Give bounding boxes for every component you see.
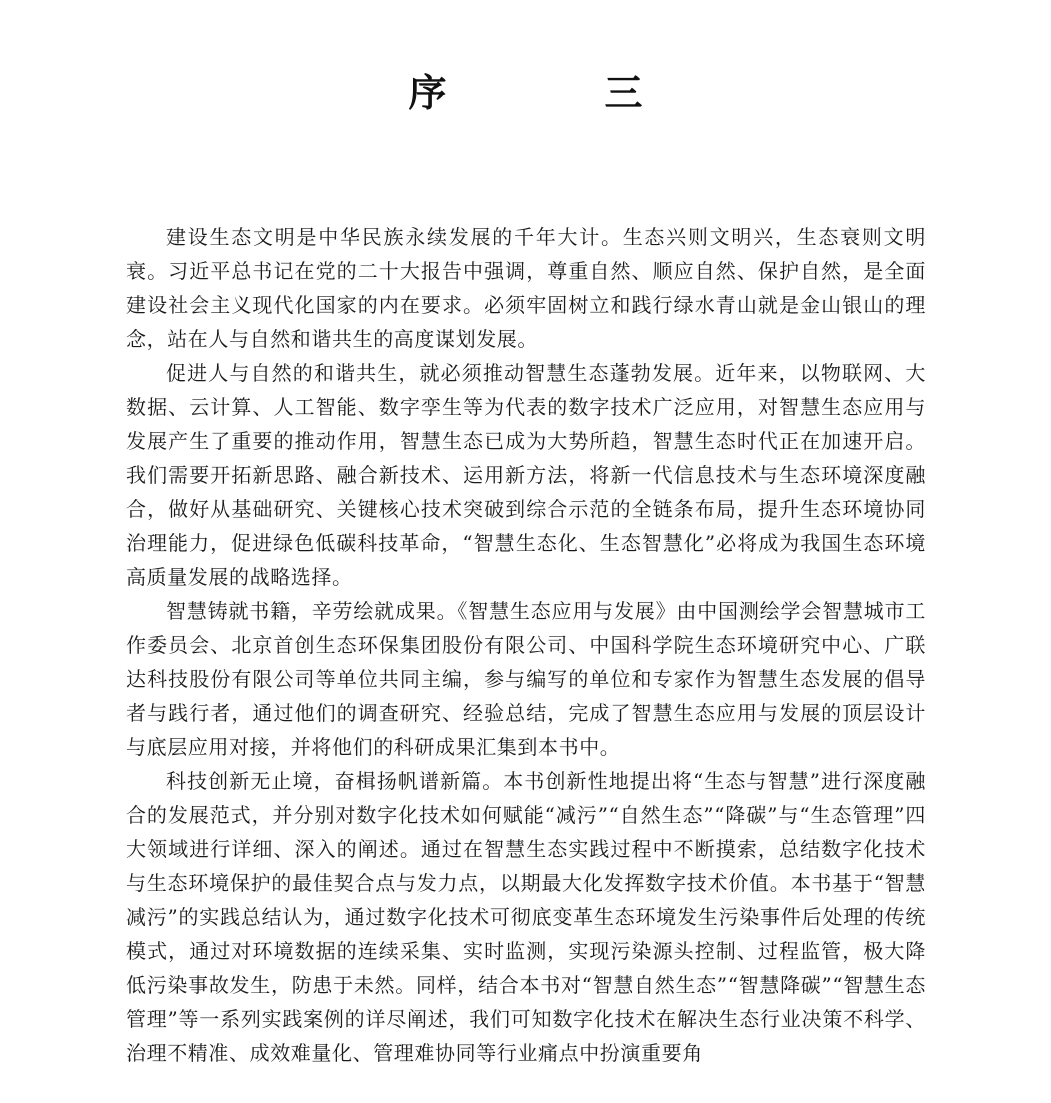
- paragraph-4: 科技创新无止境，奋楫扬帆谱新篇。本书创新性地提出将“生态与智慧”进行深度融合的发展范式，并分别对数字化技术如何赋能“减污”“自然生态”“降碳”与“生态管理”四大领域进行详细、深入的阐述。通过在智慧生态实践过程中不断摸索，总结数字化技术与生态环境保护的最佳契合点与发力点，以期最大化发挥数字技术价值。本书基于“智慧减污”的实践总结认为，通过数字化技术可彻底变革生态环境发生污染事件后处理的传统模式，通过对环境数据的连续采集、实时监测，实现污染源头控制、过程监管，极大降低污染事故发生，防患于未然。同样，结合本书对“智慧自然生态”“智慧降碳”“智慧生态管理”等一系列实践案例的详尽阐述，我们可知数字化技术在解决生态行业决策不科学、治理不精准、成效难量化、管理难协同等行业痛点中扮演重要角: [126, 769, 926, 1065]
- paragraph-1: 建设生态文明是中华民族永续发展的千年大计。生态兴则文明兴，生态衰则文明衰。习近平总书记在党的二十大报告中强调，尊重自然、顺应自然、保护自然，是全面建设社会主义现代化国家的内在要求。必须牢固树立和践行绿水青山就是金山银山的理念，站在人与自然和谐共生的高度谋划发展。: [126, 225, 926, 351]
- body-text: [126, 220, 926, 1070]
- page-title: 序 三: [408, 70, 703, 115]
- paragraph-2: 促进人与自然的和谐共生，就必须推动智慧生态蓬勃发展。近年来，以物联网、大数据、云计算、人工智能、数字孪生等为代表的数字技术广泛应用，对智慧生态应用与发展产生了重要的推动作用，智慧生态已成为大势所趋，智慧生态时代正在加速开启。我们需要开拓新思路、融合新技术、运用新方法，将新一代信息技术与生态环境深度融合，做好从基础研究、关键核心技术突破到综合示范的全链条布局，提升生态环境协同治理能力，促进绿色低碳科技革命，“智慧生态化、生态智慧化”必将成为我国生态环境高质量发展的战略选择。: [126, 361, 926, 589]
- paragraph-3: 智慧铸就书籍，辛劳绘就成果。《智慧生态应用与发展》由中国测绘学会智慧城市工作委员会、北京首创生态环保集团股份有限公司、中国科学院生态环境研究中心、广联达科技股份有限公司等单位共同主编，参与编写的单位和专家作为智慧生态发展的倡导者与践行者，通过他们的调查研究、经验总结，完成了智慧生态应用与发展的顶层设计与底层应用对接，并将他们的科研成果汇集到本书中。: [126, 599, 926, 759]
